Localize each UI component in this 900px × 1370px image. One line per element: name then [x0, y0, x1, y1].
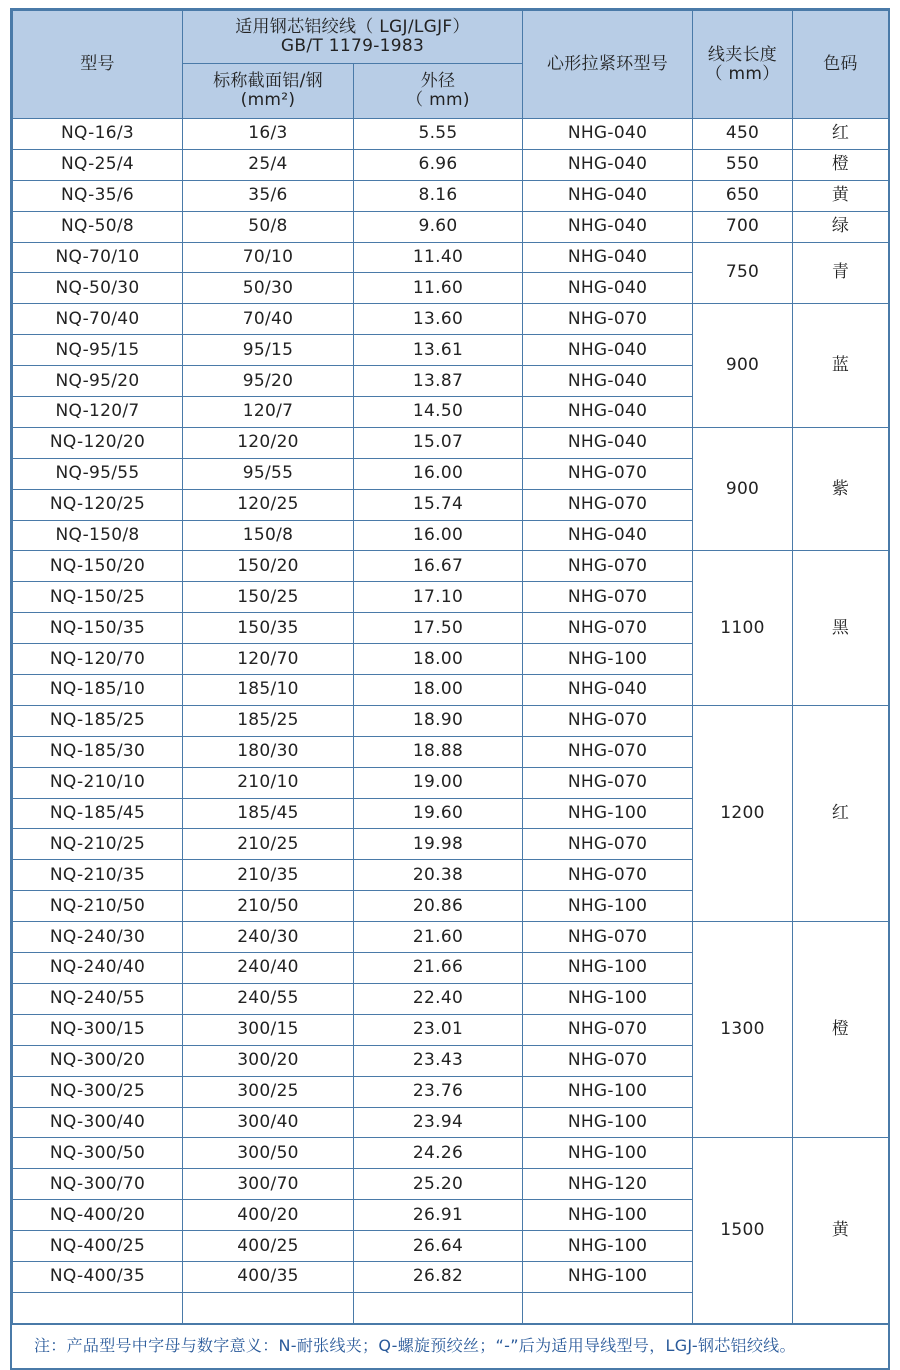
cell-ring-model: NHG-040	[523, 675, 693, 706]
header-color-code: 色码	[793, 11, 889, 119]
cell-model: NQ-400/20	[13, 1200, 183, 1231]
cell-model: NQ-240/40	[13, 953, 183, 984]
cell-diameter: 23.76	[354, 1076, 523, 1107]
cell-ring-model: NHG-040	[523, 211, 693, 242]
cell-section: 300/40	[183, 1107, 354, 1138]
table-row	[13, 119, 889, 150]
cell-section: 50/30	[183, 273, 354, 304]
cell-section: 95/55	[183, 458, 354, 489]
cell-model: NQ-210/25	[13, 829, 183, 860]
cell-diameter: 20.86	[354, 891, 523, 922]
cell-model: NQ-300/15	[13, 1014, 183, 1045]
cell-model: NQ-150/35	[13, 613, 183, 644]
cell-ring-model: NHG-070	[523, 829, 693, 860]
cell-ring-model: NHG-100	[523, 1138, 693, 1169]
cell-ring-model: NHG-040	[523, 119, 693, 150]
cell-clamp-length: 1200	[693, 705, 793, 921]
table-header	[13, 11, 889, 119]
cell-ring-model: NHG-040	[523, 520, 693, 551]
cell-model: NQ-150/8	[13, 520, 183, 551]
cell-ring-model: NHG-070	[523, 613, 693, 644]
cell-model: NQ-400/35	[13, 1261, 183, 1292]
cell-model: NQ-400/25	[13, 1231, 183, 1262]
cell-model: NQ-300/50	[13, 1138, 183, 1169]
cell-diameter: 16.67	[354, 551, 523, 582]
cell-diameter: 23.94	[354, 1107, 523, 1138]
cell-diameter: 17.10	[354, 582, 523, 613]
header-section-unit: (mm²)	[240, 90, 296, 110]
cell-ring-model: NHG-100	[523, 1231, 693, 1262]
cell-model: NQ-210/50	[13, 891, 183, 922]
cell-model: NQ-185/45	[13, 798, 183, 829]
header-section	[183, 64, 354, 119]
table-row	[13, 1138, 889, 1169]
cell-model: NQ-120/25	[13, 489, 183, 520]
cell-section: 16/3	[183, 119, 354, 150]
cell-color-code: 蓝	[793, 304, 889, 428]
table-row	[13, 180, 889, 211]
table-row	[13, 242, 889, 273]
cell-section: 300/25	[183, 1076, 354, 1107]
cell-diameter: 6.96	[354, 149, 523, 180]
cell-diameter: 11.60	[354, 273, 523, 304]
cell-diameter: 8.16	[354, 180, 523, 211]
cell-model: NQ-210/10	[13, 767, 183, 798]
header-length-unit: （ mm）	[705, 63, 780, 84]
cell-model: NQ-300/40	[13, 1107, 183, 1138]
cell-ring-model: NHG-070	[523, 922, 693, 953]
cell-ring-model: NHG-100	[523, 644, 693, 675]
spec-table	[12, 10, 889, 1324]
cell-diameter	[354, 1292, 523, 1323]
cell-clamp-length: 900	[693, 427, 793, 551]
cell-clamp-length: 700	[693, 211, 793, 242]
cell-model: NQ-120/20	[13, 427, 183, 458]
table-row	[13, 211, 889, 242]
cell-diameter: 26.91	[354, 1200, 523, 1231]
cell-ring-model: NHG-040	[523, 366, 693, 397]
cell-section: 120/70	[183, 644, 354, 675]
cell-section: 240/55	[183, 983, 354, 1014]
cell-diameter: 21.66	[354, 953, 523, 984]
cell-color-code: 黄	[793, 1138, 889, 1323]
cell-clamp-length: 450	[693, 119, 793, 150]
cell-color-code: 绿	[793, 211, 889, 242]
cell-section: 150/35	[183, 613, 354, 644]
cell-diameter: 17.50	[354, 613, 523, 644]
cell-section: 70/10	[183, 242, 354, 273]
cell-diameter: 20.38	[354, 860, 523, 891]
cell-section: 95/15	[183, 335, 354, 366]
cell-diameter: 18.88	[354, 736, 523, 767]
cell-model: NQ-150/20	[13, 551, 183, 582]
cell-diameter: 11.40	[354, 242, 523, 273]
cell-ring-model: NHG-100	[523, 798, 693, 829]
cell-model: NQ-300/25	[13, 1076, 183, 1107]
table-row	[13, 427, 889, 458]
cell-section: 185/10	[183, 675, 354, 706]
cell-ring-model	[523, 1292, 693, 1323]
cell-clamp-length: 1500	[693, 1138, 793, 1323]
cell-model: NQ-95/55	[13, 458, 183, 489]
cell-diameter: 15.07	[354, 427, 523, 458]
header-diameter	[354, 64, 523, 119]
cell-section: 300/50	[183, 1138, 354, 1169]
header-length	[693, 11, 793, 119]
cell-section: 210/35	[183, 860, 354, 891]
cell-section	[183, 1292, 354, 1323]
cell-diameter: 22.40	[354, 983, 523, 1014]
cell-diameter: 25.20	[354, 1169, 523, 1200]
cell-ring-model: NHG-100	[523, 891, 693, 922]
cell-ring-model: NHG-100	[523, 1107, 693, 1138]
cell-ring-model: NHG-070	[523, 860, 693, 891]
cell-ring-model: NHG-070	[523, 304, 693, 335]
cell-diameter: 16.00	[354, 520, 523, 551]
cell-section: 150/25	[183, 582, 354, 613]
cell-section: 240/40	[183, 953, 354, 984]
cell-model: NQ-35/6	[13, 180, 183, 211]
cell-ring-model: NHG-100	[523, 1261, 693, 1292]
cell-section: 210/50	[183, 891, 354, 922]
cell-diameter: 16.00	[354, 458, 523, 489]
cell-model: NQ-120/70	[13, 644, 183, 675]
table-row	[13, 149, 889, 180]
header-length-label: 线夹长度	[707, 44, 778, 65]
cell-diameter: 13.61	[354, 335, 523, 366]
cell-section: 120/7	[183, 397, 354, 428]
cell-diameter: 23.43	[354, 1045, 523, 1076]
cell-ring-model: NHG-040	[523, 149, 693, 180]
cell-model: NQ-150/25	[13, 582, 183, 613]
cell-ring-model: NHG-070	[523, 1045, 693, 1076]
cell-clamp-length: 650	[693, 180, 793, 211]
cell-model: NQ-95/15	[13, 335, 183, 366]
footnote: 注：产品型号中字母与数字意义：N-耐张线夹；Q-螺旋预绞丝；“-”后为适用导线型号，LGJ-钢芯铝绞线。	[12, 1324, 888, 1368]
header-diameter-unit: （ mm)	[406, 90, 470, 110]
cell-model: NQ-185/10	[13, 675, 183, 706]
cell-section: 400/35	[183, 1261, 354, 1292]
cell-model: NQ-25/4	[13, 149, 183, 180]
cell-clamp-length: 1300	[693, 922, 793, 1138]
header-conductor-group	[183, 11, 523, 64]
cell-section: 35/6	[183, 180, 354, 211]
cell-color-code: 橙	[793, 149, 889, 180]
cell-model: NQ-70/10	[13, 242, 183, 273]
header-conductor-title: 适用钢芯铝绞线（ LGJ/LGJF）	[235, 17, 470, 37]
spec-table-frame	[10, 8, 890, 1370]
table-body	[13, 119, 889, 1324]
cell-section: 120/20	[183, 427, 354, 458]
cell-color-code: 红	[793, 705, 889, 921]
cell-ring-model: NHG-070	[523, 705, 693, 736]
cell-ring-model: NHG-040	[523, 335, 693, 366]
cell-model: NQ-16/3	[13, 119, 183, 150]
cell-section: 150/8	[183, 520, 354, 551]
cell-model	[13, 1292, 183, 1323]
table-row	[13, 304, 889, 335]
cell-ring-model: NHG-100	[523, 953, 693, 984]
cell-ring-model: NHG-040	[523, 242, 693, 273]
cell-section: 185/25	[183, 705, 354, 736]
header-standard: GB/T 1179-1983	[280, 36, 425, 56]
cell-section: 180/30	[183, 736, 354, 767]
header-section-label: 标称截面铝/钢	[213, 71, 323, 91]
cell-ring-model: NHG-100	[523, 1076, 693, 1107]
cell-ring-model: NHG-070	[523, 489, 693, 520]
cell-ring-model: NHG-100	[523, 1200, 693, 1231]
cell-section: 120/25	[183, 489, 354, 520]
cell-clamp-length: 900	[693, 304, 793, 428]
cell-model: NQ-300/70	[13, 1169, 183, 1200]
cell-section: 300/20	[183, 1045, 354, 1076]
cell-color-code: 紫	[793, 427, 889, 551]
table-row	[13, 922, 889, 953]
cell-model: NQ-210/35	[13, 860, 183, 891]
cell-diameter: 19.60	[354, 798, 523, 829]
cell-section: 400/25	[183, 1231, 354, 1262]
cell-model: NQ-185/30	[13, 736, 183, 767]
cell-ring-model: NHG-070	[523, 736, 693, 767]
cell-ring-model: NHG-070	[523, 767, 693, 798]
cell-section: 300/15	[183, 1014, 354, 1045]
cell-section: 240/30	[183, 922, 354, 953]
cell-model: NQ-50/8	[13, 211, 183, 242]
cell-section: 300/70	[183, 1169, 354, 1200]
cell-ring-model: NHG-040	[523, 397, 693, 428]
cell-diameter: 14.50	[354, 397, 523, 428]
cell-diameter: 26.82	[354, 1261, 523, 1292]
cell-section: 50/8	[183, 211, 354, 242]
cell-diameter: 15.74	[354, 489, 523, 520]
cell-ring-model: NHG-040	[523, 427, 693, 458]
cell-diameter: 13.87	[354, 366, 523, 397]
cell-diameter: 5.55	[354, 119, 523, 150]
cell-ring-model: NHG-040	[523, 180, 693, 211]
cell-ring-model: NHG-070	[523, 551, 693, 582]
cell-diameter: 26.64	[354, 1231, 523, 1262]
header-diameter-label: 外径	[420, 71, 456, 91]
cell-section: 25/4	[183, 149, 354, 180]
cell-diameter: 13.60	[354, 304, 523, 335]
cell-model: NQ-185/25	[13, 705, 183, 736]
cell-section: 95/20	[183, 366, 354, 397]
cell-model: NQ-70/40	[13, 304, 183, 335]
cell-model: NQ-120/7	[13, 397, 183, 428]
cell-model: NQ-240/55	[13, 983, 183, 1014]
cell-color-code: 红	[793, 119, 889, 150]
cell-ring-model: NHG-120	[523, 1169, 693, 1200]
cell-section: 185/45	[183, 798, 354, 829]
cell-color-code: 黄	[793, 180, 889, 211]
cell-clamp-length: 1100	[693, 551, 793, 705]
cell-ring-model: NHG-070	[523, 458, 693, 489]
cell-model: NQ-300/20	[13, 1045, 183, 1076]
cell-diameter: 19.00	[354, 767, 523, 798]
cell-ring-model: NHG-040	[523, 273, 693, 304]
header-model: 型号	[13, 11, 183, 119]
cell-model: NQ-50/30	[13, 273, 183, 304]
cell-diameter: 23.01	[354, 1014, 523, 1045]
cell-section: 400/20	[183, 1200, 354, 1231]
cell-color-code: 青	[793, 242, 889, 304]
cell-diameter: 18.90	[354, 705, 523, 736]
cell-ring-model: NHG-070	[523, 1014, 693, 1045]
cell-model: NQ-240/30	[13, 922, 183, 953]
table-row	[13, 705, 889, 736]
cell-diameter: 18.00	[354, 675, 523, 706]
header-ring-model: 心形拉紧环型号	[523, 11, 693, 119]
cell-clamp-length: 550	[693, 149, 793, 180]
cell-diameter: 9.60	[354, 211, 523, 242]
cell-ring-model: NHG-100	[523, 983, 693, 1014]
cell-section: 70/40	[183, 304, 354, 335]
cell-color-code: 橙	[793, 922, 889, 1138]
table-row	[13, 551, 889, 582]
cell-color-code: 黑	[793, 551, 889, 705]
cell-section: 210/10	[183, 767, 354, 798]
cell-diameter: 24.26	[354, 1138, 523, 1169]
cell-diameter: 18.00	[354, 644, 523, 675]
cell-section: 150/20	[183, 551, 354, 582]
cell-model: NQ-95/20	[13, 366, 183, 397]
cell-clamp-length: 750	[693, 242, 793, 304]
cell-ring-model: NHG-070	[523, 582, 693, 613]
cell-diameter: 19.98	[354, 829, 523, 860]
cell-section: 210/25	[183, 829, 354, 860]
cell-diameter: 21.60	[354, 922, 523, 953]
